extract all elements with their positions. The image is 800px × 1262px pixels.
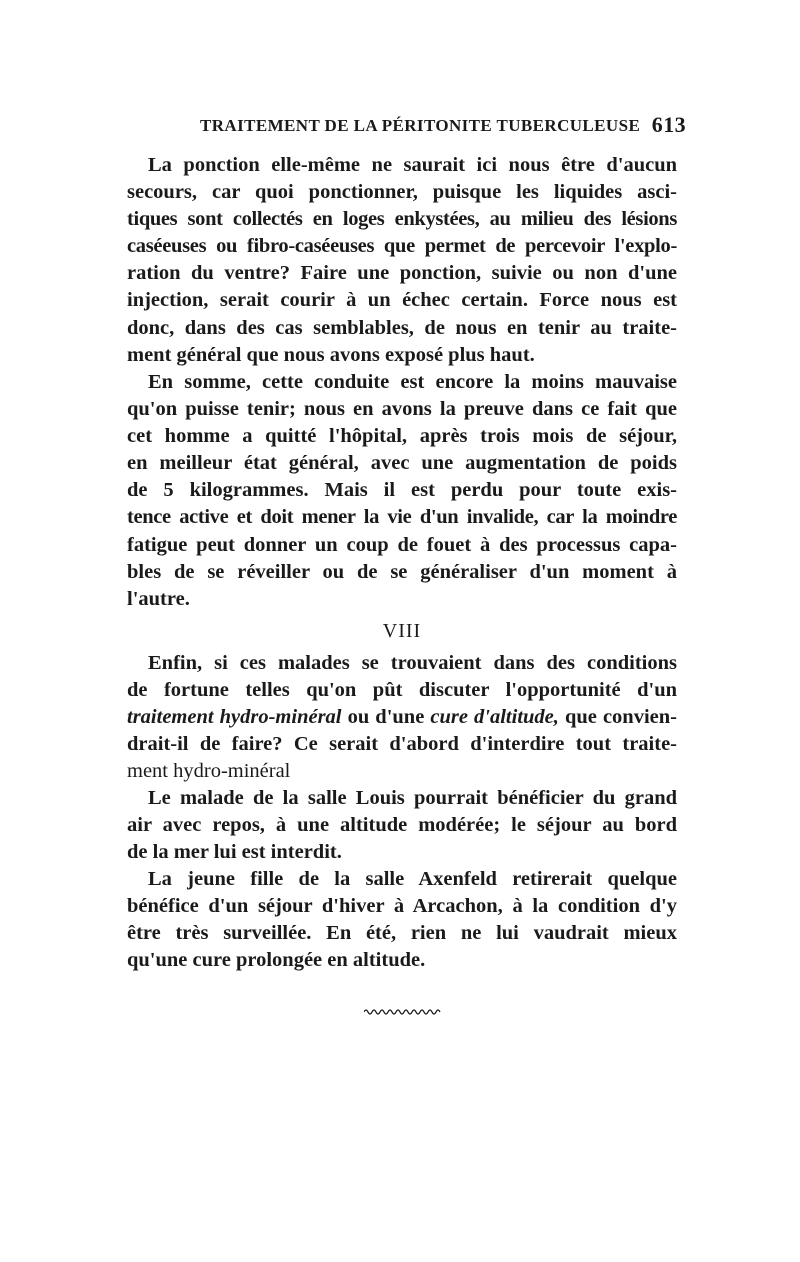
text-line: en meilleur état général, avec une augmentation de poids <box>127 452 677 475</box>
text-line: bénéfice d'un séjour d'hiver à Arcachon, à la condition d'y <box>127 895 677 918</box>
text-line: ment hydro-minéral <box>127 760 291 783</box>
italic-phrase: cure d'altitude, <box>430 706 559 729</box>
text-line: de la mer lui est interdit. <box>127 841 342 864</box>
paragraph-jeune-fille <box>127 866 677 974</box>
paragraph-ponction <box>127 152 677 369</box>
wavy-rule-ornament <box>364 1008 442 1016</box>
text-line: drait-il de faire? Ce serait d'abord d'interdire tout traite- <box>127 733 677 756</box>
section-heading: VIII <box>382 620 422 642</box>
text-line: La jeune fille de la salle Axenfeld retirerait quelque <box>148 868 677 890</box>
text-line: donc, dans des cas semblables, de nous en tenir au traite- <box>127 316 677 339</box>
text-line: de 5 kilogrammes. Mais il est perdu pour toute exis- <box>127 479 677 502</box>
paragraph-malade-louis <box>127 785 677 866</box>
text-line: tiques sont collectés en loges enkystées, au milieu des lésions <box>127 208 677 231</box>
italic-phrase: traitement hydro-minéral <box>127 706 342 729</box>
text-line: l'autre. <box>127 587 190 610</box>
text-line: cet homme a quitté l'hôpital, après trois mois de séjour, <box>127 425 677 448</box>
text-line: ment général que nous avons exposé plus haut. <box>127 343 535 366</box>
text-line: tence active et doit mener la vie d'un invalide, car la moindre <box>127 506 677 529</box>
paragraph-enfin <box>127 650 677 785</box>
text-line: qu'on puisse tenir; nous en avons la preuve dans ce fait que <box>127 398 677 421</box>
text-fragment: ou d'une <box>341 706 431 729</box>
text-line: En somme, cette conduite est encore la moins mauvaise <box>148 371 677 393</box>
text-line: être très surveillée. En été, rien ne lui vaudrait mieux <box>127 922 677 945</box>
running-title: TRAITEMENT DE LA PÉRITONITE TUBERCULEUSE <box>200 116 641 135</box>
text-line: bles de se réveiller ou de se généraliser d'un moment à <box>127 560 677 583</box>
text-line: ration du ventre? Faire une ponction, suivie ou non d'une <box>127 262 677 285</box>
paragraph-en-somme <box>127 369 677 613</box>
text-fragment: que convien- <box>558 706 677 729</box>
text-line: caséeuses ou fibro-caséeuses que permet de percevoir l'explo- <box>127 235 677 258</box>
text-line: La ponction elle-même ne saurait ici nous être d'aucun <box>148 154 677 176</box>
running-head <box>200 112 686 142</box>
text-line: Le malade de la salle Louis pourrait bénéficier du grand <box>148 787 677 809</box>
text-line: injection, serait courir à un échec certain. Force nous est <box>127 289 677 312</box>
text-line: qu'une cure prolongée en altitude. <box>127 949 426 972</box>
text-line: secours, car quoi ponctionner, puisque les liquides asci- <box>127 181 677 204</box>
text-line-mixed <box>127 704 677 731</box>
page-number: 613 <box>651 112 686 137</box>
text-line: air avec repos, à une altitude modérée; le séjour au bord <box>127 814 677 837</box>
text-line: fatigue peut donner un coup de fouet à des processus capa- <box>127 533 677 556</box>
text-line: de fortune telles qu'on pût discuter l'opportunité d'un <box>127 679 677 702</box>
text-line: Enfin, si ces malades se trouvaient dans des conditions <box>148 652 677 674</box>
